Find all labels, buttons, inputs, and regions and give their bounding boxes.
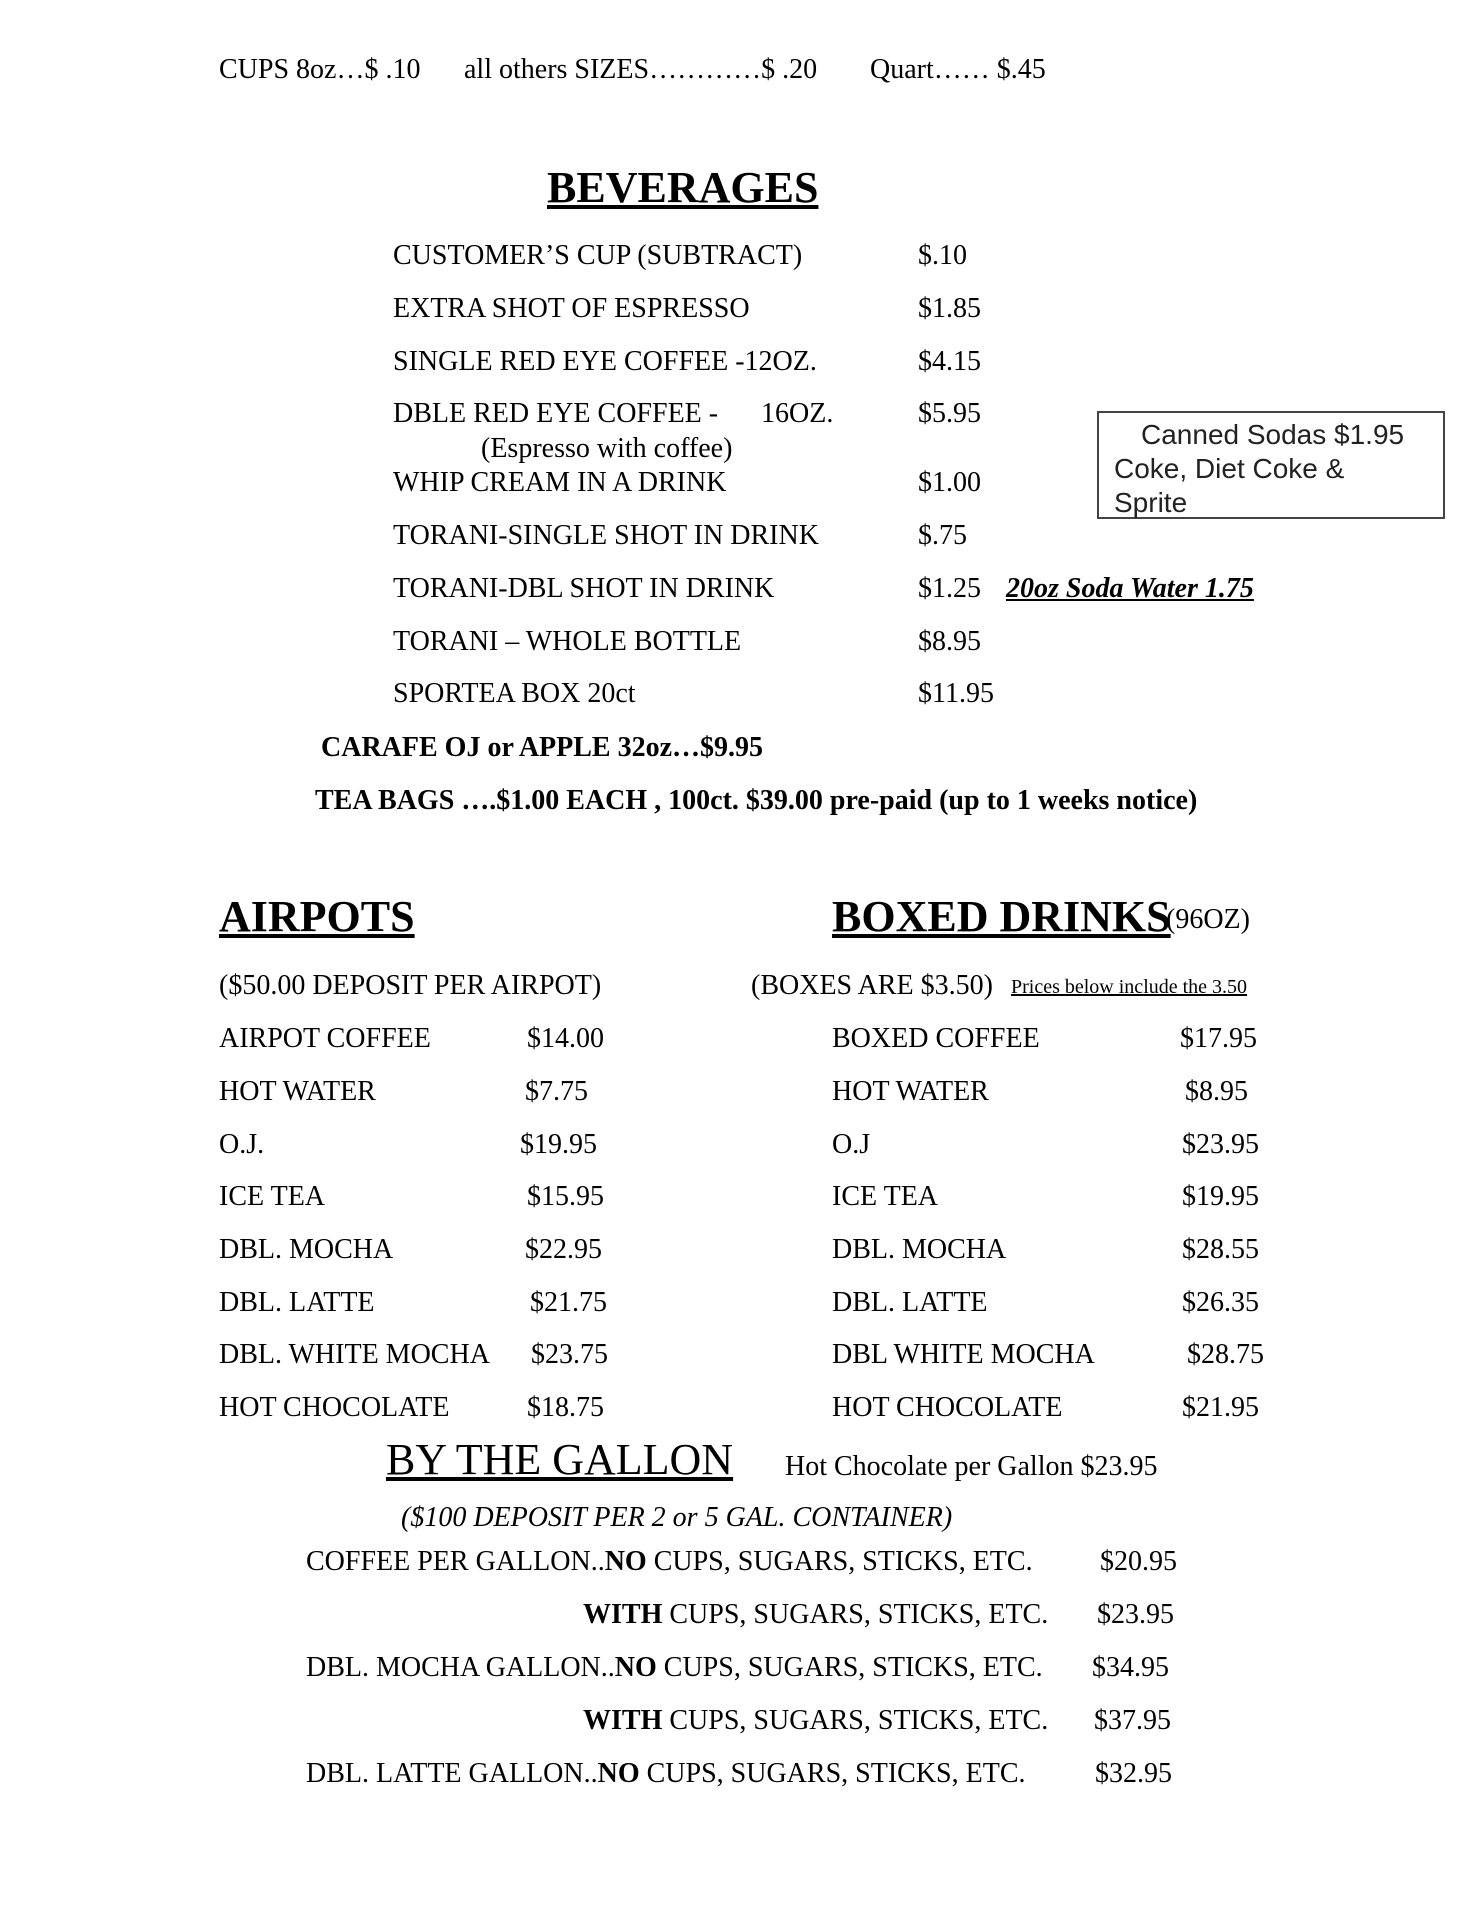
- boxed-item-price: $17.95: [1180, 1023, 1257, 1054]
- cups-8oz-price: CUPS 8oz…$ .10: [219, 54, 421, 85]
- boxed-item-price: $19.95: [1182, 1181, 1259, 1212]
- airpot-item-price: $7.75: [525, 1076, 588, 1107]
- gallon-row: [306, 1654, 1043, 1682]
- boxed-item-price: $26.35: [1182, 1287, 1259, 1318]
- beverage-price: $4.15: [918, 346, 981, 377]
- airpot-item-name: HOT CHOCOLATE: [219, 1392, 450, 1423]
- airpot-item-name: DBL. MOCHA: [219, 1234, 394, 1265]
- beverage-price: $5.95: [918, 398, 981, 429]
- beverages-title: BEVERAGES: [547, 163, 819, 212]
- beverage-name: CUSTOMER’S CUP (SUBTRACT): [393, 240, 803, 271]
- boxed-item-name: O.J: [832, 1129, 871, 1160]
- boxed-item-name: BOXED COFFEE: [832, 1023, 1040, 1054]
- canned-sodas-brands: Coke, Diet Coke &: [1114, 453, 1345, 484]
- boxed-item-name: DBL. LATTE: [832, 1287, 988, 1318]
- beverage-note: (Espresso with coffee): [481, 433, 733, 464]
- gallon-row-emphasis: WITH: [583, 1705, 663, 1736]
- gallon-row-emphasis: NO: [614, 1652, 657, 1683]
- gallon-row-price: $23.95: [1097, 1599, 1174, 1630]
- gallon-row-detail: CUPS, SUGARS, STICKS, ETC.: [662, 1599, 1049, 1630]
- airpot-item-price: $15.95: [527, 1181, 604, 1212]
- beverage-price: $1.25: [918, 573, 981, 604]
- airpot-item-price: $21.75: [530, 1287, 607, 1318]
- gallon-row-price: $32.95: [1095, 1758, 1172, 1789]
- beverage-name: EXTRA SHOT OF ESPRESSO: [393, 293, 750, 324]
- cups-quart-price: Quart…… $.45: [870, 54, 1046, 85]
- airpot-item-price: $14.00: [527, 1023, 604, 1054]
- canned-sodas-box: [1097, 411, 1445, 519]
- gallon-row-detail: CUPS, SUGARS, STICKS, ETC.: [656, 1652, 1043, 1683]
- gallon-row-emphasis: NO: [597, 1758, 640, 1789]
- gallon-row-detail: CUPS, SUGARS, STICKS, ETC.: [662, 1705, 1049, 1736]
- gallon-row: [306, 1760, 1026, 1788]
- soda-water-price: 20oz Soda Water 1.75: [1006, 573, 1254, 604]
- airpots-deposit: ($50.00 DEPOSIT PER AIRPOT): [219, 970, 602, 1001]
- boxed-drinks-title: BOXED DRINKS: [832, 892, 1171, 941]
- canned-sodas-price: Canned Sodas $1.95: [1141, 419, 1405, 450]
- airpot-item-name: O.J.: [219, 1129, 265, 1160]
- airpot-item-price: $22.95: [525, 1234, 602, 1265]
- cups-other-sizes-price: all others SIZES…………$ .20: [464, 54, 818, 85]
- airpots-title: AIRPOTS: [219, 892, 415, 941]
- beverage-name: WHIP CREAM IN A DRINK: [393, 467, 727, 498]
- beverage-price: $.10: [918, 240, 967, 271]
- gallon-row-detail: CUPS, SUGARS, STICKS, ETC.: [639, 1758, 1026, 1789]
- carafe-price: CARAFE OJ or APPLE 32oz…$9.95: [321, 732, 764, 763]
- gallon-row-detail: CUPS, SUGARS, STICKS, ETC.: [646, 1546, 1033, 1577]
- hot-chocolate-gallon-price: Hot Chocolate per Gallon $23.95: [785, 1451, 1158, 1482]
- beverage-price: $11.95: [918, 678, 994, 709]
- gallon-row-item: COFFEE PER GALLON..: [306, 1546, 605, 1577]
- boxed-item-name: DBL. MOCHA: [832, 1234, 1007, 1265]
- airpot-item-price: $18.75: [527, 1392, 604, 1423]
- airpot-item-name: ICE TEA: [219, 1181, 326, 1212]
- by-the-gallon-title: BY THE GALLON: [386, 1435, 734, 1484]
- gallon-row-emphasis: NO: [604, 1546, 647, 1577]
- beverage-price: $1.00: [918, 467, 981, 498]
- boxed-item-price: $23.95: [1182, 1129, 1259, 1160]
- boxed-item-name: ICE TEA: [832, 1181, 939, 1212]
- boxed-price-note: Prices below include the 3.50: [1011, 976, 1248, 998]
- beverage-name: SINGLE RED EYE COFFEE -12OZ.: [393, 346, 817, 377]
- gallon-row: [583, 1707, 1048, 1735]
- beverage-name: SPORTEA BOX 20ct: [393, 678, 636, 709]
- airpot-item-price: $19.95: [520, 1129, 597, 1160]
- beverage-name: DBLE RED EYE COFFEE -: [393, 398, 719, 429]
- boxed-item-price: $28.75: [1187, 1339, 1264, 1370]
- beverage-name: TORANI-SINGLE SHOT IN DRINK: [393, 520, 819, 551]
- gallon-row-item: DBL. MOCHA GALLON..: [306, 1652, 615, 1683]
- boxed-item-price: $21.95: [1182, 1392, 1259, 1423]
- boxed-item-price: $28.55: [1182, 1234, 1259, 1265]
- gallon-row-price: $34.95: [1092, 1652, 1169, 1683]
- beverage-name: TORANI – WHOLE BOTTLE: [393, 626, 742, 657]
- beverage-size: 16OZ.: [761, 398, 834, 429]
- gallon-row-item: DBL. LATTE GALLON..: [306, 1758, 598, 1789]
- airpot-item-name: DBL. LATTE: [219, 1287, 375, 1318]
- airpot-item-name: AIRPOT COFFEE: [219, 1023, 431, 1054]
- gallon-row: [583, 1601, 1048, 1629]
- boxed-item-price: $8.95: [1185, 1076, 1248, 1107]
- beverage-name: TORANI-DBL SHOT IN DRINK: [393, 573, 775, 604]
- boxes-price: (BOXES ARE $3.50): [751, 970, 993, 1001]
- beverage-price: $1.85: [918, 293, 981, 324]
- boxed-item-name: HOT WATER: [832, 1076, 989, 1107]
- airpot-item-name: HOT WATER: [219, 1076, 376, 1107]
- gallon-row: [306, 1548, 1033, 1576]
- boxed-drinks-size: (96OZ): [1166, 904, 1250, 935]
- beverage-price: $8.95: [918, 626, 981, 657]
- airpot-item-price: $23.75: [531, 1339, 608, 1370]
- airpot-item-name: DBL. WHITE MOCHA: [219, 1339, 490, 1370]
- canned-sodas-brands-cont: Sprite: [1114, 487, 1188, 518]
- gallon-row-emphasis: WITH: [583, 1599, 663, 1630]
- beverage-price: $.75: [918, 520, 967, 551]
- boxed-item-name: DBL WHITE MOCHA: [832, 1339, 1095, 1370]
- tea-bags-price: TEA BAGS ….$1.00 EACH , 100ct. $39.00 pre-paid (up to 1 weeks notice): [315, 785, 1198, 816]
- gallon-row-price: $37.95: [1094, 1705, 1171, 1736]
- gallon-row-price: $20.95: [1100, 1546, 1177, 1577]
- boxed-item-name: HOT CHOCOLATE: [832, 1392, 1063, 1423]
- gallon-deposit-note: ($100 DEPOSIT PER 2 or 5 GAL. CONTAINER): [401, 1502, 953, 1533]
